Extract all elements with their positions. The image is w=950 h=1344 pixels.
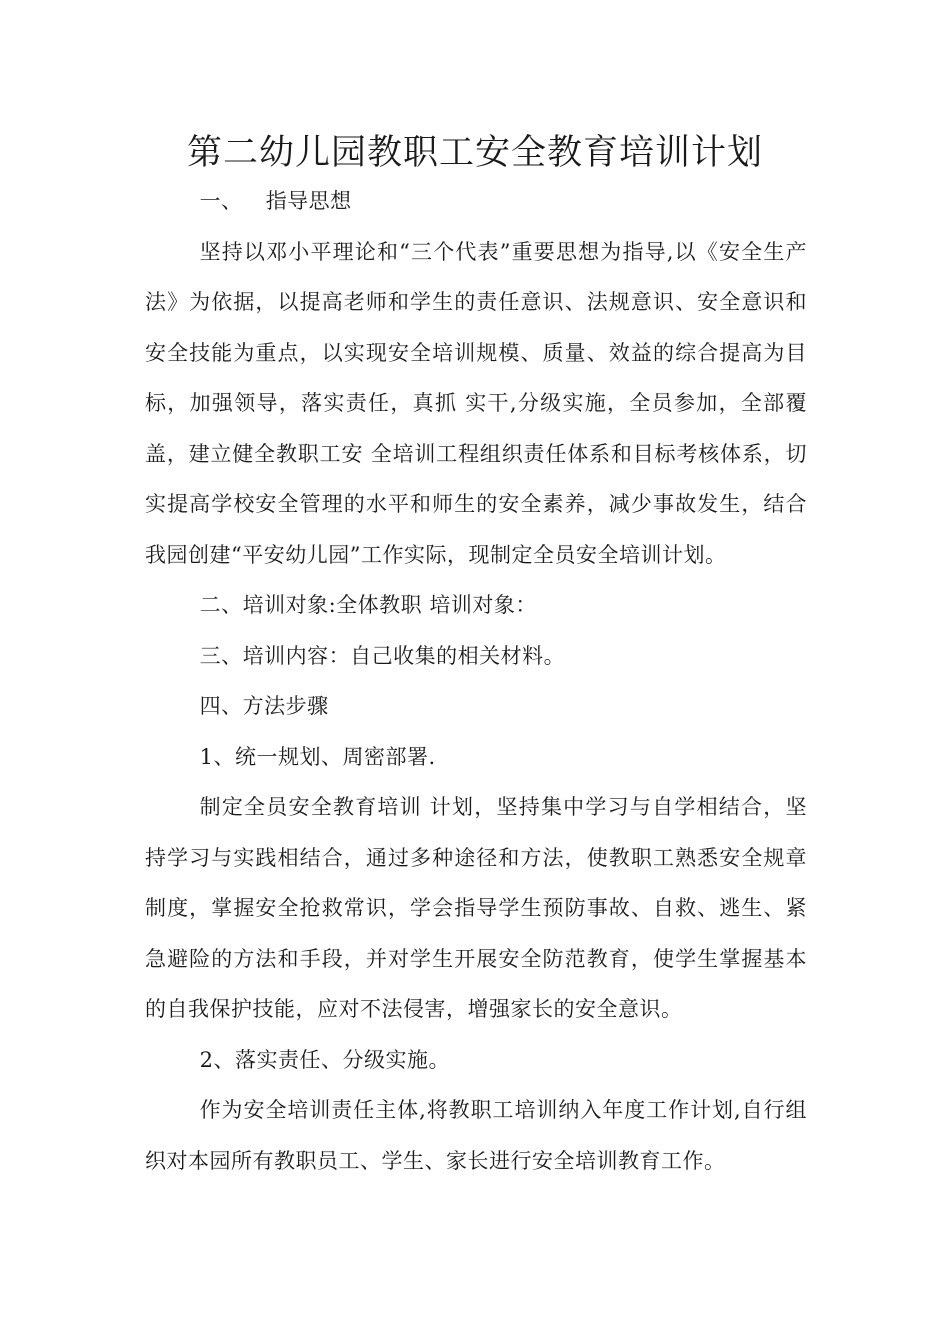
section-label: 指导思想 [265,189,352,213]
section-heading-methods: 四、方法步骤 [199,694,329,718]
section-number: 一、 [199,189,243,213]
document-title: 第二幼儿园教职工安全教育培训计划 [186,133,763,173]
paragraph-responsibility: 作为安全培训责任主体,将教职工培训纳入年度工作计划,自行组织对本园所有教职员工、学生、家长进行安全培训教育工作。 [145,1098,807,1173]
section-heading-guiding-ideology [145,176,807,227]
section-heading-training-content: 三、培训内容：自己收集的相关材料。 [199,643,566,668]
section-heading-training-target: 二、培训对象:全体教职 培训对象： [199,593,537,617]
document-body [145,176,807,1186]
step-heading-planning: 1、统一规划、周密部署. [199,744,436,769]
step-heading-responsibility: 2、落实责任、分级实施。 [199,1047,450,1072]
paragraph-planning: 制定全员安全教育培训 计划，坚持集中学习与自学相结合，坚持学习与实践相结合，通过多种途径和方法，使教职工熟悉安全规章制度，掌握安全抢救常识，学会指导学生预防事故、自救、逃生、紧急避险的方法和手段，并对学生开展安全防范教育，使学生掌握基本的自我保护技能，应对不法侵害，增强家长的安全意识。 [145,795,807,1021]
paragraph-guiding-ideology: 坚持以邓小平理论和“三个代表”重要思想为指导,以《安全生产法》为依据，以提高老师和学生的责任意识、法规意识、安全意识和安全技能为重点，以实现安全培训规模、质量、效益的综合提高为目标，加强领导，落实责任，真抓 实干,分级实施，全员参加，全部覆盖，建立健全教职工安 全培训工程组织责任体系和目标考核体系，切实提高学校安全管理的水平和师生的安全素养，减少事故发生，结合我园创建“平安幼儿园”工作实际，现制定全员安全培训计划。 [145,239,807,567]
